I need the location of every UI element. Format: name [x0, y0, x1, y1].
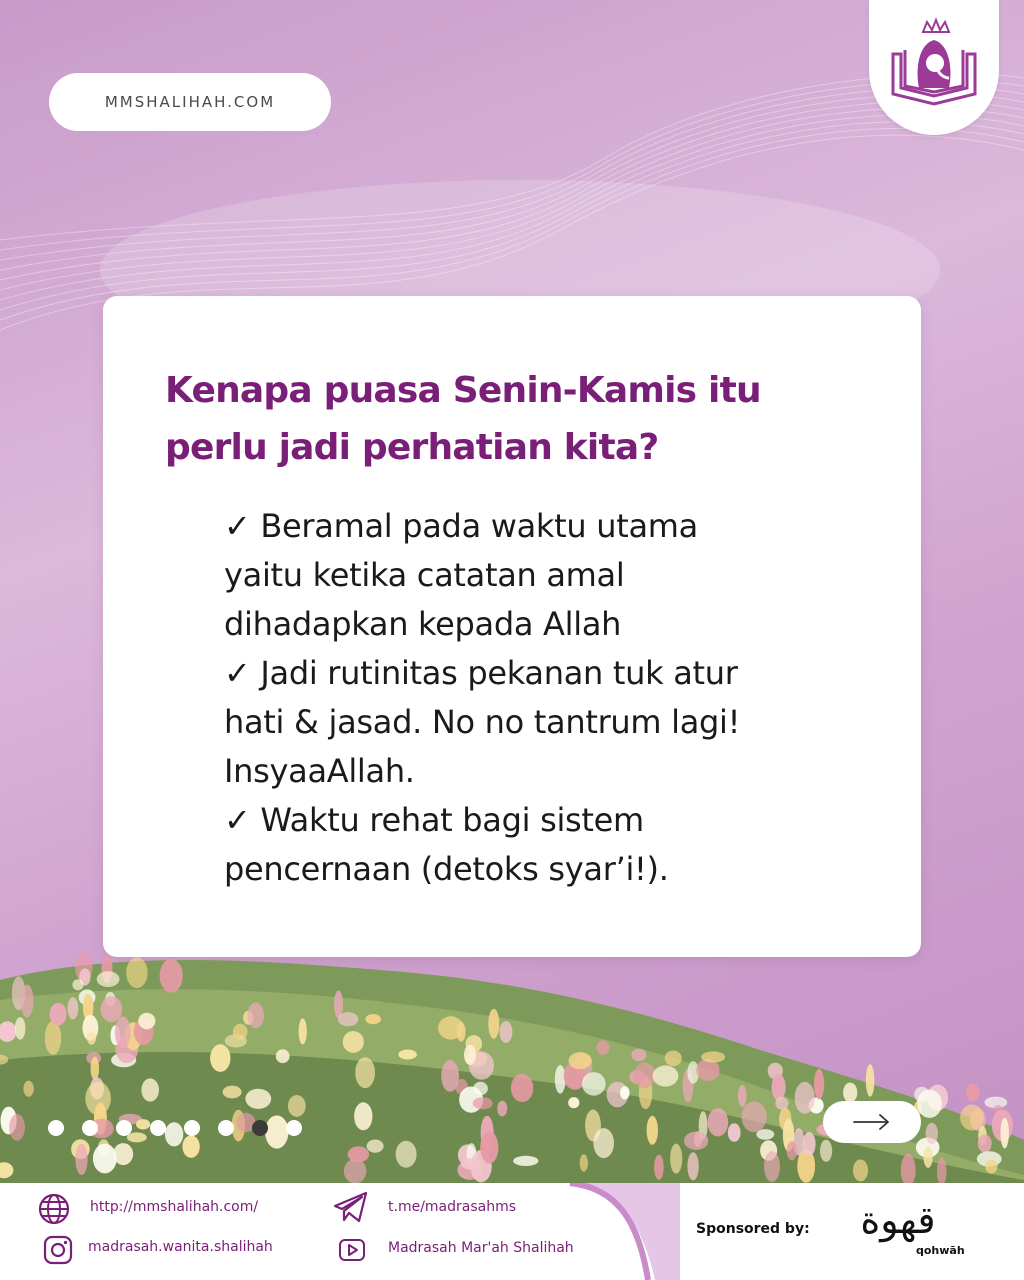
flower-blob: [738, 1085, 747, 1107]
flower-blob: [473, 1082, 488, 1096]
flower-blob: [708, 1108, 729, 1136]
flower-blob: [665, 1051, 682, 1067]
flower-blob: [772, 1074, 786, 1101]
telegram-link[interactable]: t.me/madrasahms: [388, 1199, 517, 1215]
flower-blob: [9, 1114, 25, 1141]
qohwah-logo-latin: qohwāh: [916, 1244, 965, 1257]
flower-blob: [141, 1078, 159, 1101]
flower-blob: [580, 1154, 588, 1171]
flower-blob: [126, 957, 147, 988]
flower-blob: [343, 1031, 364, 1053]
carousel-dot[interactable]: [184, 1120, 200, 1136]
flower-blob: [87, 1031, 96, 1044]
flower-blob: [924, 1147, 933, 1168]
flower-blob: [367, 1140, 384, 1153]
flower-blob: [631, 1049, 646, 1062]
flower-blob: [15, 1017, 26, 1040]
benefit-line: ✓ Jadi rutinitas pekanan tuk atur: [224, 654, 738, 692]
flower-blob: [50, 1003, 67, 1026]
headline: [165, 362, 865, 476]
carousel-dot[interactable]: [82, 1120, 98, 1136]
flower-blob: [701, 1051, 725, 1062]
instagram-icon: [43, 1235, 73, 1265]
carousel-dot[interactable]: [218, 1120, 234, 1136]
benefit-line: ✓ Beramal pada waktu utama: [224, 507, 698, 545]
flower-blob: [68, 997, 79, 1019]
youtube-link[interactable]: Madrasah Mar'ah Shalihah: [388, 1240, 574, 1256]
brand-logo-badge: [869, 0, 999, 135]
flower-blob: [620, 1086, 630, 1099]
flower-blob: [647, 1116, 658, 1145]
flower-blob: [276, 1049, 290, 1063]
next-slide-button[interactable]: [823, 1101, 921, 1143]
instagram-link[interactable]: madrasah.wanita.shalihah: [88, 1239, 273, 1255]
flower-blob: [23, 1081, 33, 1097]
crown-book-logo-icon: [879, 8, 989, 118]
flower-blob: [960, 1105, 984, 1131]
flower-blob: [223, 1086, 242, 1099]
qohwah-logo: قهوة: [860, 1198, 936, 1242]
youtube-icon: [338, 1236, 366, 1264]
flower-blob: [569, 1052, 592, 1069]
flower-blob: [355, 1057, 375, 1088]
flower-blob: [160, 959, 183, 993]
benefit-line: dihadapkan kepada Allah: [224, 605, 622, 643]
benefit-line: ✓ Waktu rehat bagi sistem: [224, 801, 644, 839]
flower-blob: [787, 1141, 797, 1160]
benefit-line: InsyaaAllah.: [224, 752, 415, 790]
flower-blob: [441, 1060, 459, 1092]
flower-blob: [917, 1090, 942, 1118]
flower-blob: [593, 1128, 614, 1158]
flower-blob: [247, 1003, 264, 1029]
flower-blob: [438, 1016, 464, 1039]
website-link[interactable]: http://mmshalihah.com/: [90, 1199, 259, 1215]
flower-blob: [91, 1057, 100, 1081]
flower-blob: [499, 1021, 512, 1043]
flower-blob: [803, 1132, 816, 1156]
flower-blob: [764, 1151, 780, 1182]
flower-blob: [299, 1018, 307, 1044]
flower-blob: [670, 1144, 682, 1174]
flower-blob: [348, 1146, 369, 1162]
flower-blob: [926, 1123, 938, 1145]
flower-blob: [245, 1089, 271, 1109]
benefit-line: hati & jasad. No no tantrum lagi!: [224, 703, 741, 741]
flower-blob: [597, 1040, 610, 1054]
flower-blob: [687, 1152, 698, 1180]
content-card: [103, 296, 921, 957]
flower-blob: [72, 979, 83, 990]
flower-blob: [182, 1135, 199, 1157]
flower-blob: [653, 1065, 679, 1086]
carousel-dot[interactable]: [116, 1120, 132, 1136]
flower-blob: [937, 1157, 947, 1185]
flower-blob: [93, 1144, 117, 1174]
flower-blob: [115, 1017, 131, 1049]
carousel-indicators: [48, 1120, 302, 1136]
flower-blob: [1001, 1118, 1009, 1149]
flower-blob: [473, 1097, 493, 1109]
headline-line: perlu jadi perhatian kita?: [165, 427, 659, 468]
flower-blob: [101, 996, 123, 1022]
flower-blob: [344, 1159, 367, 1184]
arrow-right-icon: [852, 1112, 892, 1132]
flower-blob: [978, 1134, 992, 1152]
flower-blob: [480, 1131, 498, 1163]
globe-icon: [37, 1192, 71, 1226]
flower-field-illustration: [0, 940, 1024, 1185]
benefit-list: [224, 502, 884, 894]
site-url-label: MMSHALIHAH.COM: [104, 93, 276, 111]
flower-blob: [684, 1132, 708, 1150]
flower-blob: [866, 1064, 875, 1096]
flower-blob: [814, 1069, 824, 1099]
flower-blob: [654, 1155, 664, 1180]
flower-blob: [396, 1141, 417, 1168]
flower-blob: [488, 1009, 499, 1039]
carousel-dot-active[interactable]: [252, 1120, 268, 1136]
flower-blob: [97, 971, 120, 987]
flower-blob: [853, 1159, 868, 1181]
telegram-icon: [332, 1190, 370, 1224]
site-url-pill[interactable]: [49, 73, 331, 131]
flower-blob: [233, 1024, 248, 1040]
carousel-dot[interactable]: [48, 1120, 64, 1136]
flower-blob: [966, 1084, 980, 1102]
flower-blob: [288, 1095, 306, 1117]
flower-blob: [138, 1013, 155, 1029]
flower-blob: [365, 1014, 381, 1024]
flower-blob: [513, 1156, 538, 1166]
flower-blob: [511, 1074, 533, 1102]
flower-blob: [568, 1097, 579, 1108]
benefit-line: pencernaan (detoks syar’i!).: [224, 850, 669, 888]
flower-blob: [843, 1083, 857, 1103]
flower-blob: [795, 1082, 815, 1114]
flower-blob: [582, 1072, 606, 1096]
flower-blob: [497, 1101, 507, 1117]
flower-blob: [45, 1021, 61, 1055]
flower-blob: [820, 1140, 832, 1162]
benefit-line: yaitu ketika catatan amal: [224, 556, 625, 594]
flower-blob: [634, 1063, 656, 1089]
flower-blob: [728, 1123, 741, 1142]
flower-blob: [464, 1045, 476, 1065]
flower-blob: [338, 1012, 358, 1026]
flower-blob: [742, 1101, 767, 1132]
sponsor-label: Sponsored by:: [696, 1221, 810, 1237]
flower-blob: [354, 1102, 372, 1130]
flower-blob: [398, 1050, 417, 1060]
flower-blob: [21, 985, 34, 1018]
flower-blob: [210, 1044, 230, 1072]
carousel-dot[interactable]: [150, 1120, 166, 1136]
carousel-dot[interactable]: [286, 1120, 302, 1136]
flower-blob: [985, 1159, 997, 1173]
flower-blob: [775, 1097, 788, 1110]
flower-blob: [75, 1144, 87, 1175]
footer-curve-decoration: [560, 1183, 680, 1280]
headline-line: Kenapa puasa Senin-Kamis itu: [165, 370, 761, 411]
flower-blob: [461, 1158, 481, 1170]
